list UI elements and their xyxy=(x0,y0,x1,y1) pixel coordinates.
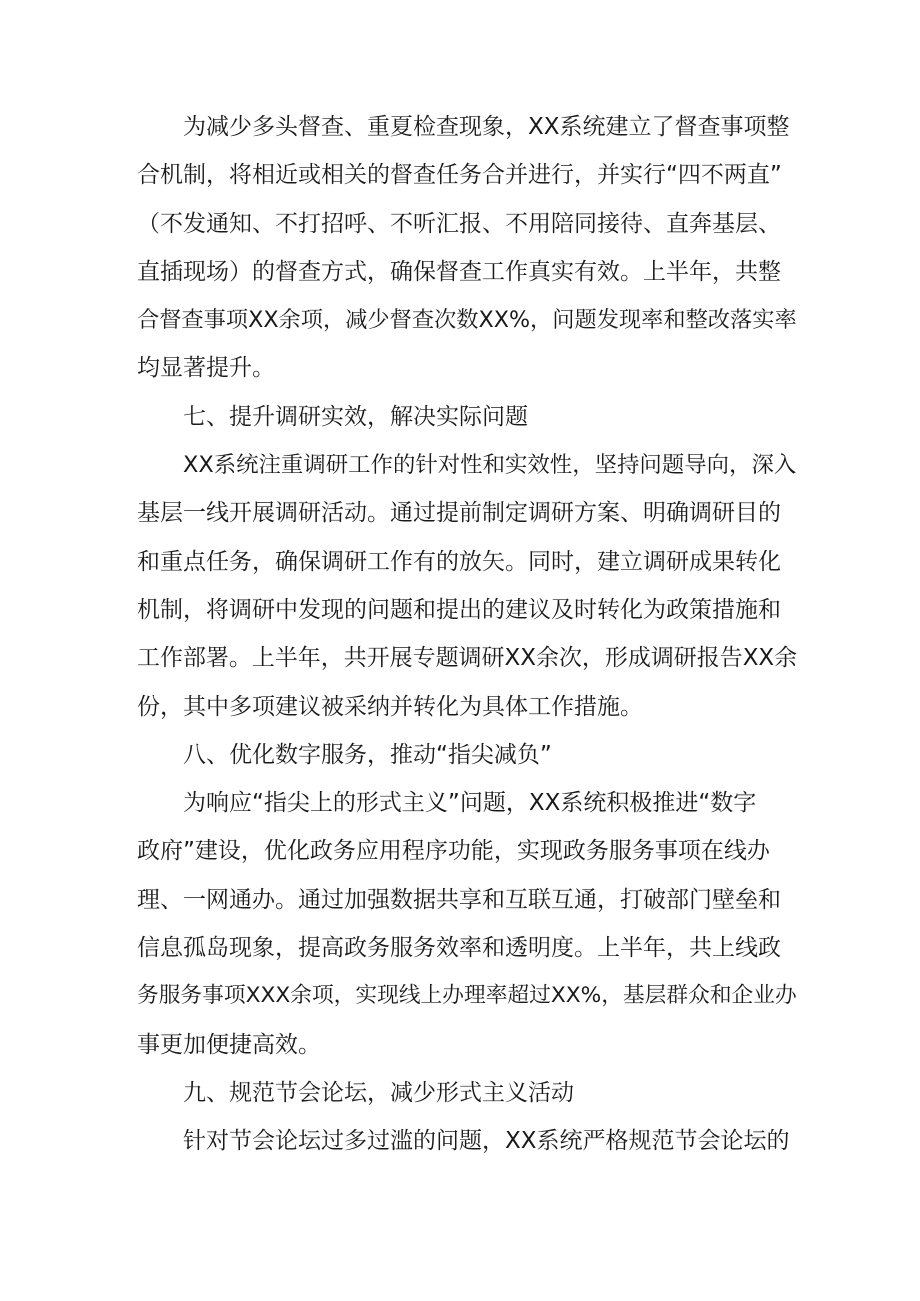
paragraph-line: 合机制，将相近或相关的督查任务合并进行，并实行“四不两直” xyxy=(137,162,782,189)
paragraph-line: 工作部署。上半年，共开展专题调研XX余次，形成调研报告XX余 xyxy=(137,645,798,672)
paragraph-line: 为减少多头督查、重夏检查现象，XX系统建立了督查事项整 xyxy=(183,114,790,140)
paragraph-line: （不发通知、不打招呼、不听汇报、不用陪同接待、直奔基层、 xyxy=(137,210,781,237)
paragraph-line: 和重点任务，确保调研工作有的放矢。同时，建立调研成果转化 xyxy=(137,548,781,575)
section-heading: 七、提升调研实效，解决实际问题 xyxy=(183,403,528,430)
paragraph-line: 份，其中多项建议被采纳并转化为具体工作措施。 xyxy=(137,693,643,720)
paragraph-line: 务服务事项XXX余项，实现线上办理率超过XX%，基层群众和企业办 xyxy=(137,983,797,1009)
section-heading: 八、优化数字服务，推动“指尖减负” xyxy=(183,741,552,768)
paragraph-line: XX系统注重调研工作的针对性和实效性，坚持问题导向，深入 xyxy=(183,452,797,479)
paragraph-line: 机制，将调研中发现的问题和提出的建议及时转化为政策措施和 xyxy=(137,596,781,623)
paragraph-line: 事更加便捷高效。 xyxy=(137,1031,321,1058)
paragraph-line: 合督查事项XX余项，减少督查次数XX%，问题发现率和整改落实率 xyxy=(137,307,797,334)
paragraph-line: 理、一网通办。通过加强数据共享和互联互通，打破部门壁垒和 xyxy=(137,886,781,913)
paragraph-line: 信息孤岛现象，提高政务服务效率和透明度。上半年，共上线政 xyxy=(137,935,781,962)
paragraph-line: 政府”建设，优化政务应用程序功能，实现政务服务事项在线办 xyxy=(137,838,770,865)
paragraph-line: 均显著提升。 xyxy=(137,355,275,382)
paragraph-line: 直插现场）的督查方式，确保督查工作真实有效。上半年，共整 xyxy=(137,258,781,285)
paragraph-line: 基层一线开展调研活动。通过提前制定调研方案、明确调研目的 xyxy=(137,500,781,527)
document-body xyxy=(137,103,797,1166)
paragraph-line: 为响应“指尖上的形式主义”问题，XX系统积极推进“数字 xyxy=(183,790,757,817)
section-heading: 九、规范节会论坛，减少形式主义活动 xyxy=(183,1079,574,1106)
paragraph-line: 针对节会论坛过多过滥的问题，XX系统严格规范节会论坛的 xyxy=(183,1128,790,1155)
